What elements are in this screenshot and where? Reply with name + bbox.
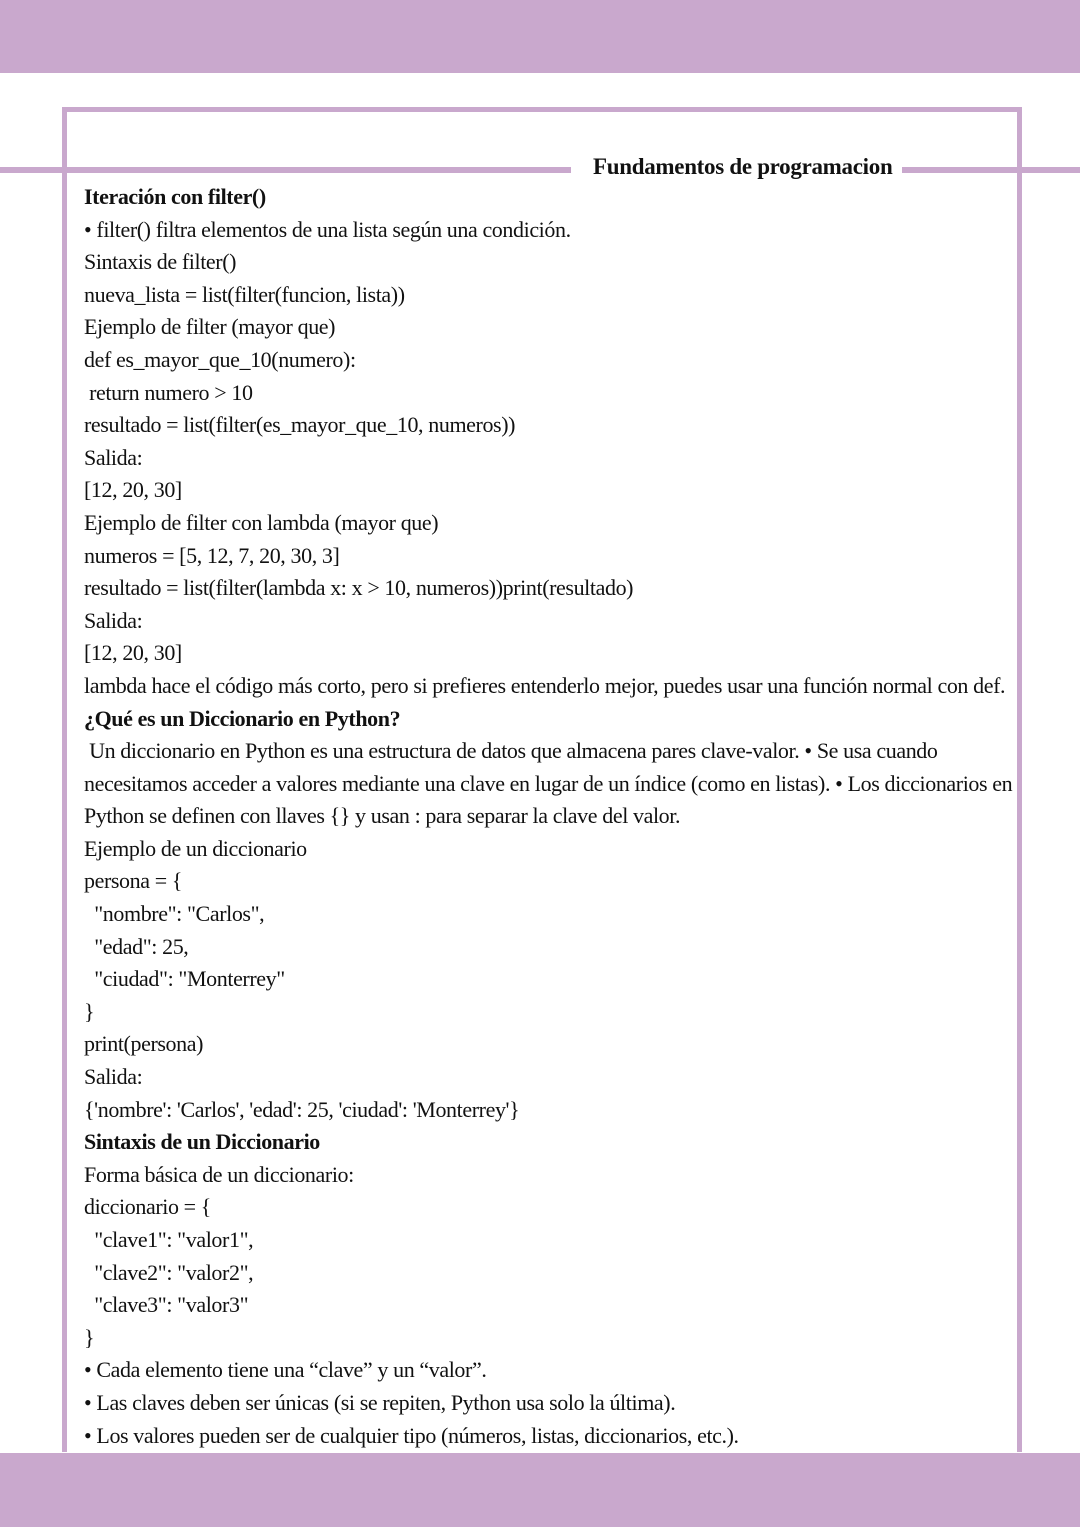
text-line: "clave1": "valor1", [84, 1227, 254, 1252]
text-line: • Cada elemento tiene una “clave” y un “valor”. [84, 1357, 487, 1383]
text-line: {'nombre': 'Carlos', 'edad': 25, 'ciudad': 'Monterrey'} [84, 1096, 520, 1122]
text-line: Forma básica de un diccionario: [84, 1161, 354, 1187]
text-line: numeros = [5, 12, 7, 20, 30, 3] [84, 542, 340, 568]
bottom-band [0, 1453, 1080, 1527]
text-line: Salida: [84, 444, 143, 470]
text-line: "ciudad": "Monterrey" [84, 966, 285, 992]
text-line: Python se definen con llaves {} y usan : para separar la clave del valor. [84, 803, 681, 829]
text-line: diccionario = { [84, 1194, 211, 1220]
document-body [84, 181, 1013, 1452]
text-line: resultado = list(filter(es_mayor_que_10, numeros)) [84, 412, 516, 438]
text-line: Salida: [84, 607, 143, 633]
text-line: persona = { [84, 868, 182, 894]
text-line: } [84, 1324, 95, 1350]
text-line: Un diccionario en Python es una estructura de datos que almacena pares clave-valor. • Se usa cuando [84, 738, 938, 764]
header-rule-right [902, 167, 1080, 173]
text-line: "clave3": "valor3" [84, 1292, 249, 1318]
text-line: "clave2": "valor2", [84, 1259, 254, 1285]
text-line: nueva_lista = list(filter(funcion, lista)) [84, 281, 405, 307]
header-rule-left [0, 167, 571, 173]
text-line: • Los valores pueden ser de cualquier tipo (números, listas, diccionarios, etc.). [84, 1422, 739, 1448]
text-line: Ejemplo de filter con lambda (mayor que) [84, 509, 439, 535]
section-heading: Sintaxis de un Diccionario [84, 1129, 320, 1155]
text-line: print(persona) [84, 1031, 204, 1057]
text-line: [12, 20, 30] [84, 640, 182, 666]
text-line: "edad": 25, [84, 933, 189, 959]
header-title: Fundamentos de programacion [593, 154, 893, 179]
text-line: def es_mayor_que_10(numero): [84, 346, 356, 372]
section-heading: ¿Qué es un Diccionario en Python? [84, 705, 401, 731]
text-line: Sintaxis de filter() [84, 249, 237, 275]
text-line: Ejemplo de un diccionario [84, 835, 307, 861]
text-line: resultado = list(filter(lambda x: x > 10, numeros))print(resultado) [84, 575, 634, 601]
section-heading: Iteración con filter() [84, 184, 266, 209]
text-line: [12, 20, 30] [84, 477, 182, 503]
text-line: return numero > 10 [84, 379, 253, 405]
text-line: "nombre": "Carlos", [84, 901, 265, 927]
text-line: } [84, 998, 95, 1024]
text-line: necesitamos acceder a valores mediante una clave en lugar de un índice (como en listas). • Los diccionarios en [84, 770, 1013, 796]
text-line: lambda hace el código más corto, pero si prefieres entenderlo mejor, puedes usar una función normal con def. [84, 672, 1006, 698]
text-line: Salida: [84, 1064, 143, 1090]
text-line: Ejemplo de filter (mayor que) [84, 314, 336, 340]
top-band [0, 0, 1080, 73]
text-line: • Las claves deben ser únicas (si se repiten, Python usa solo la última). [84, 1389, 676, 1415]
text-line: • filter() filtra elementos de una lista según una condición. [84, 216, 571, 242]
